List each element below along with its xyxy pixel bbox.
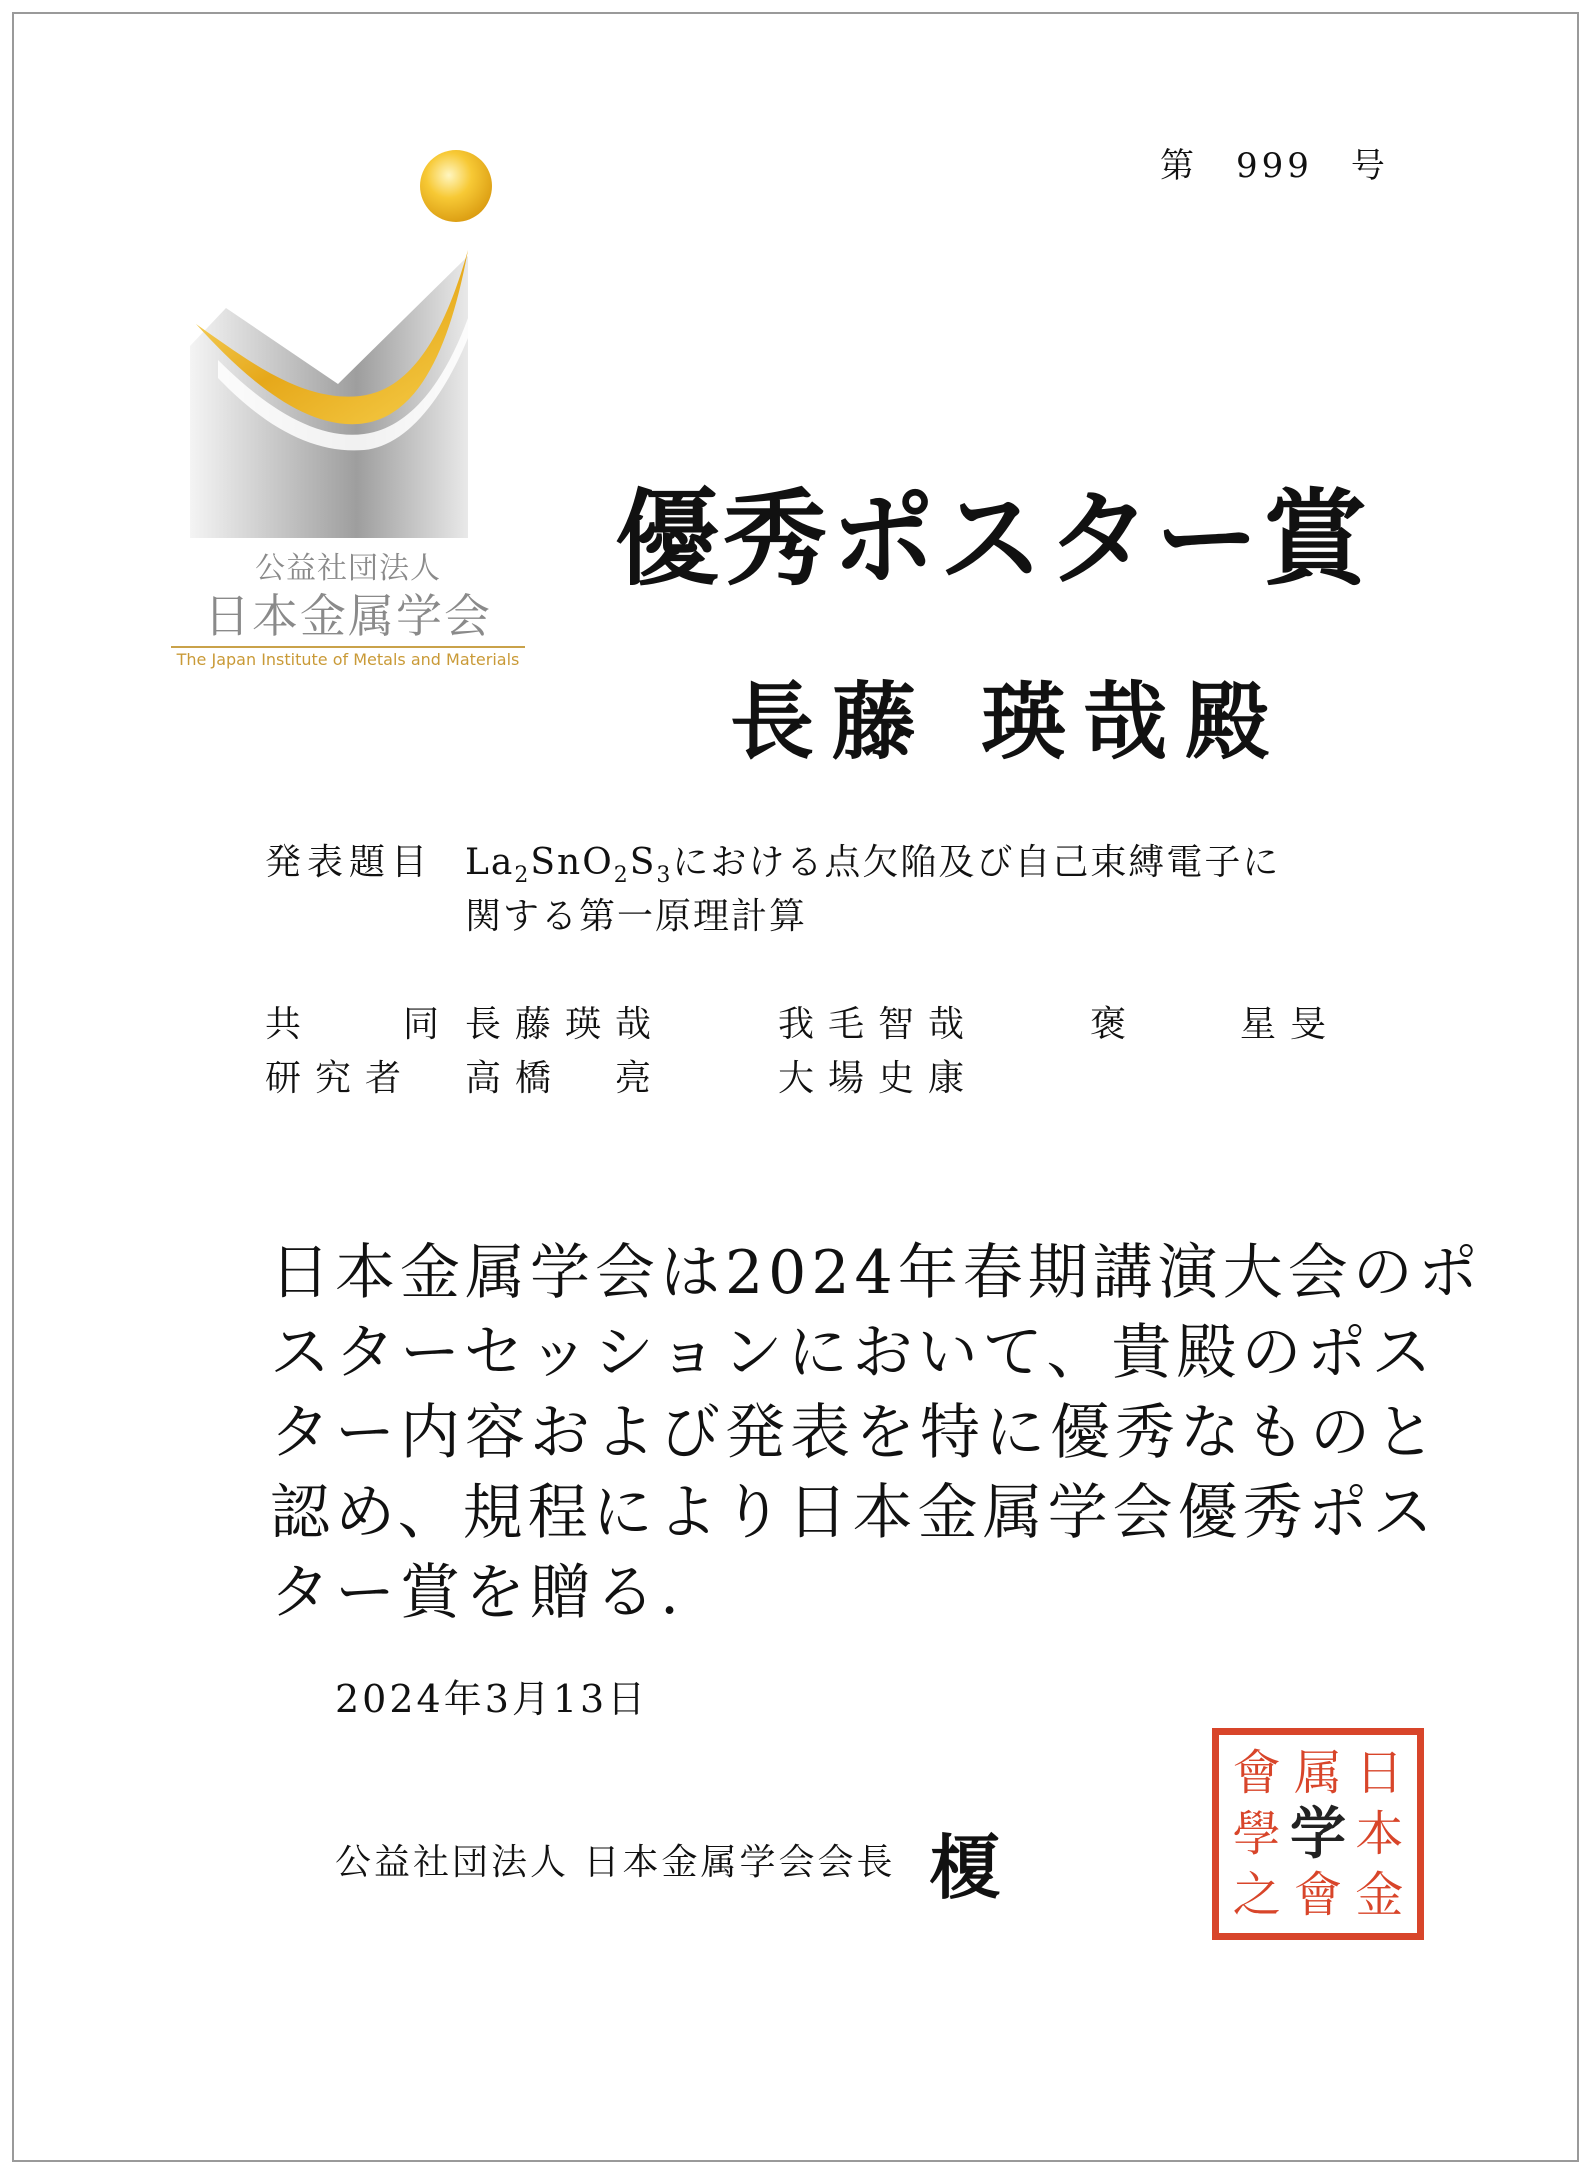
jim-logo <box>168 138 528 678</box>
president-signature: 榎 <box>930 1826 1000 1909</box>
formula-part: S <box>629 842 657 883</box>
seal-char: 之 <box>1232 1867 1281 1924</box>
logo-org-name-en: The Japan Institute of Metals and Materials <box>176 650 520 669</box>
logo-emblem-icon <box>168 138 528 538</box>
body-text-line: スターセッションにおいて、貴殿のポス <box>270 1318 1437 1388</box>
seal-char: 属 <box>1293 1744 1342 1801</box>
formula-subscript: 3 <box>656 863 673 889</box>
coauthor-name: 長藤瑛哉 <box>465 1004 666 1045</box>
logo-divider <box>171 646 525 648</box>
presentation-label: 発表題目 <box>265 842 434 883</box>
seal-overlay-char: 学 <box>1289 1800 1346 1867</box>
formula-subscript: 2 <box>514 863 531 889</box>
coauthor-label-1: 共 同 <box>265 1004 450 1045</box>
formula-subscript: 2 <box>613 863 630 889</box>
body-text-line: ター内容および発表を特に優秀なものと <box>270 1398 1440 1468</box>
coauthor-label-2: 研究者 <box>265 1058 416 1099</box>
seal-char: 會 <box>1293 1867 1342 1924</box>
seal-char: 本 <box>1355 1805 1404 1862</box>
award-title: 優秀ポスター賞 <box>615 477 1372 600</box>
coauthor-name: 我毛智哉 <box>778 1004 979 1045</box>
logo-org-type: 公益社団法人 <box>255 551 441 586</box>
coauthor-name: 褒 星旻 <box>1090 1004 1341 1045</box>
seal-char: 學 <box>1232 1805 1281 1862</box>
presentation-title-line2: 関する第一原理計算 <box>465 896 808 937</box>
seal-char: 金 <box>1355 1867 1404 1924</box>
certificate-number: 第 999 号 <box>1160 146 1389 186</box>
coauthor-name: 高橋 亮 <box>465 1058 666 1099</box>
seal-char: 會 <box>1232 1744 1281 1801</box>
issuer-name: 公益社団法人 日本金属学会会長 <box>335 1842 896 1883</box>
presentation-title-rest: における点欠陥及び自己束縛電子に <box>672 842 1281 883</box>
body-text-line: 日本金属学会は2024年春期講演大会のポ <box>270 1238 1483 1308</box>
formula-part: La <box>465 842 515 883</box>
formula-part: SnO <box>530 842 614 883</box>
official-seal <box>1212 1728 1424 1940</box>
seal-characters <box>1226 1742 1410 1926</box>
seal-char: 日 <box>1355 1744 1404 1801</box>
chemical-formula <box>465 842 673 889</box>
presentation-title-line1 <box>465 834 1280 888</box>
logo-org-name: 日本金属学会 <box>204 589 492 643</box>
body-text-line: ター賞を贈る. <box>270 1558 685 1628</box>
coauthor-name: 大場史康 <box>778 1058 979 1099</box>
award-date: 2024年3月13日 <box>335 1677 649 1721</box>
body-text-line: 認め、規程により日本金属学会優秀ポス <box>270 1478 1438 1548</box>
recipient-name: 長藤 瑛哉殿 <box>730 672 1288 771</box>
